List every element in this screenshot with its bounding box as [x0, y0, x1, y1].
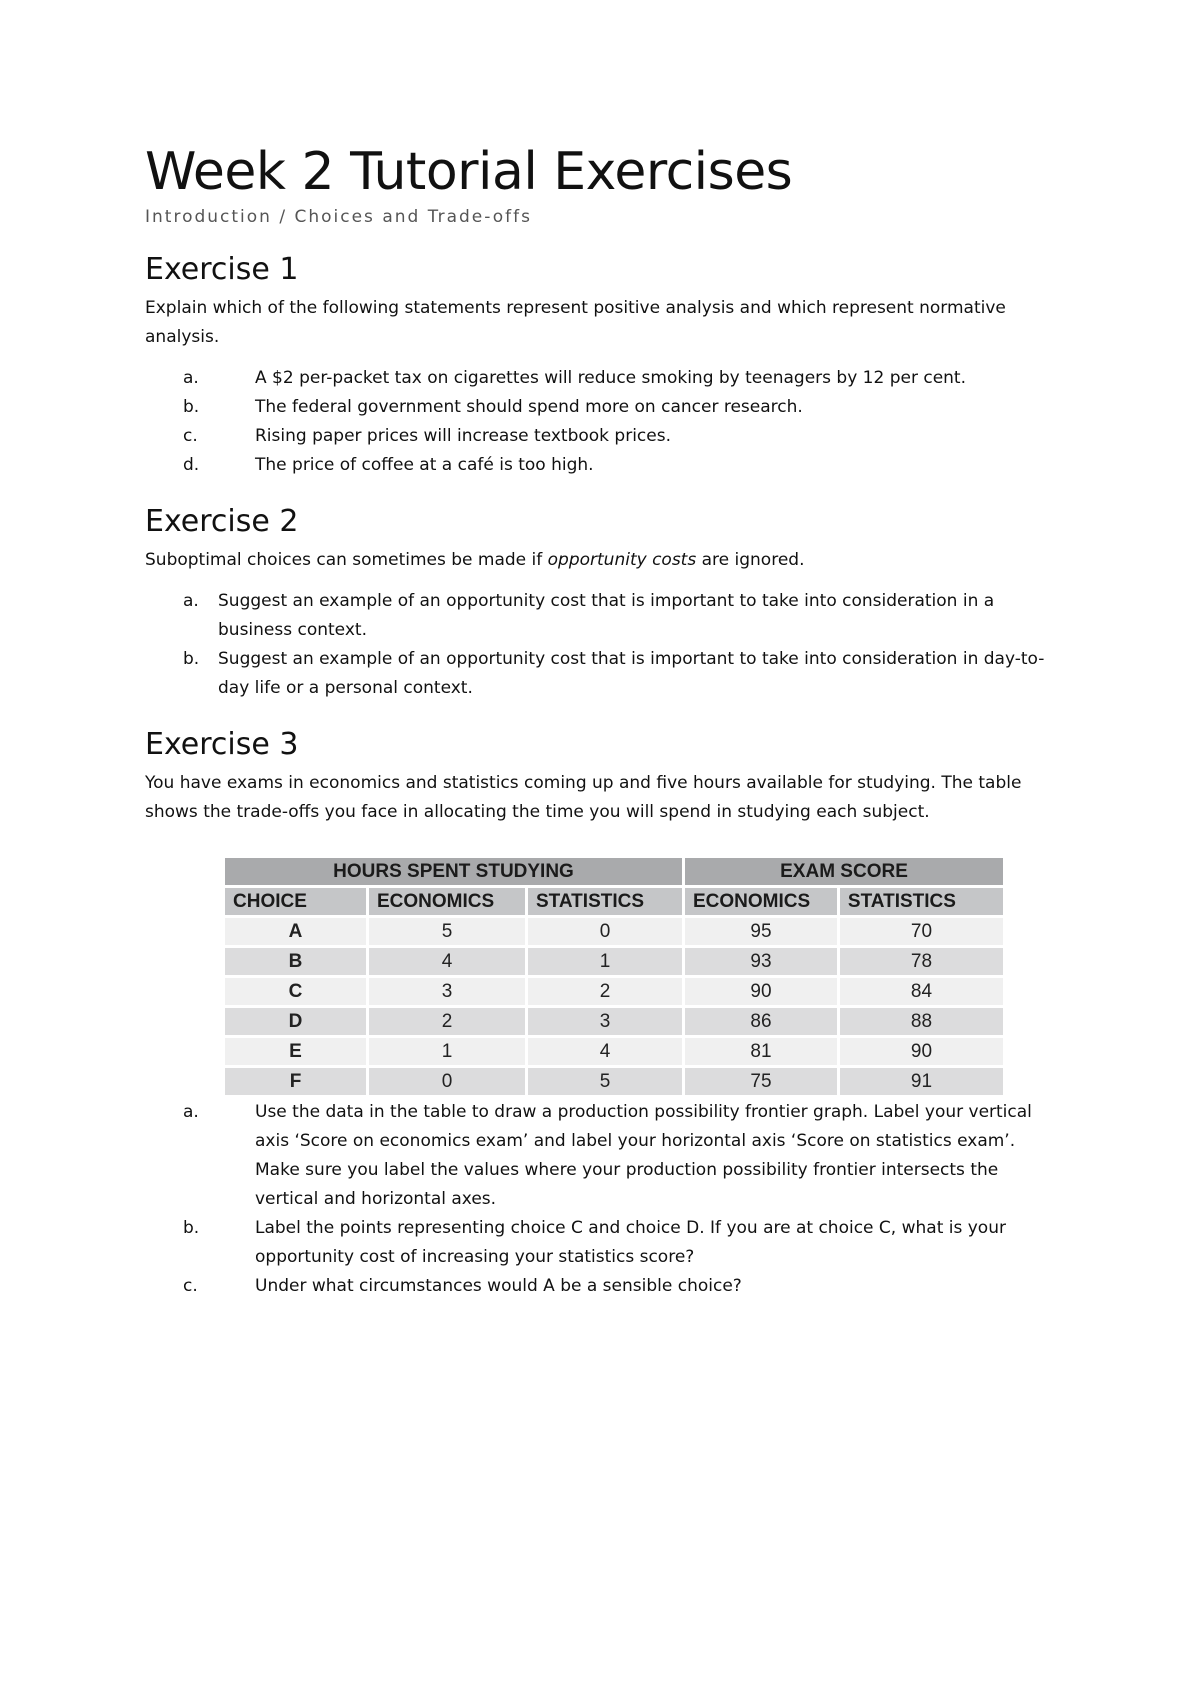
table-row: [224, 917, 1005, 947]
table-cell: 70: [838, 917, 1004, 947]
list-item-text: A $2 per-packet tax on cigarettes will reduce smoking by teenagers by 12 per cent.: [255, 368, 967, 388]
list-item: [145, 1098, 1065, 1214]
table-cell: 90: [838, 1037, 1004, 1067]
list-item: [145, 364, 1065, 393]
list-item: [145, 422, 1065, 451]
table-cell: F: [224, 1067, 368, 1097]
exercise-2-heading: Exercise 2: [145, 504, 299, 539]
intro-text-end: are ignored.: [696, 550, 805, 570]
table-row: [224, 1007, 1005, 1037]
exercise-1-intro: Explain which of the following statements represent positive analysis and which represent normative analysis.: [145, 298, 1006, 347]
page-title: Week 2 Tutorial Exercises: [145, 142, 793, 202]
list-item-text: The federal government should spend more on cancer research.: [255, 397, 803, 417]
table-cell: 93: [684, 947, 839, 977]
table-cell: 84: [838, 977, 1004, 1007]
column-header: ECONOMICS: [368, 887, 527, 917]
list-item-text: Rising paper prices will increase textbook prices.: [255, 426, 672, 446]
column-header: STATISTICS: [527, 887, 684, 917]
table-cell: 1: [527, 947, 684, 977]
table-cell: D: [224, 1007, 368, 1037]
table-cell: A: [224, 917, 368, 947]
study-tradeoff-table: [222, 855, 1006, 1098]
group-header-hours: HOURS SPENT STUDYING: [224, 857, 684, 887]
table-cell: B: [224, 947, 368, 977]
list-item: [145, 451, 1065, 480]
table-cell: 91: [838, 1067, 1004, 1097]
table-row: [224, 977, 1005, 1007]
table-cell: 5: [368, 917, 527, 947]
list-item-text: The price of coffee at a café is too high.: [255, 455, 594, 475]
list-item: [145, 1272, 1065, 1301]
table-cell: 0: [527, 917, 684, 947]
list-marker: a.: [183, 1102, 199, 1122]
exercise-2-list: [145, 587, 1065, 703]
exercise-3-intro: You have exams in economics and statistics coming up and five hours available for studying. The table shows the trade-offs you face in allocating the time you will spend in studying each subject.: [145, 773, 1022, 822]
table-cell: 90: [684, 977, 839, 1007]
column-header: STATISTICS: [838, 887, 1004, 917]
list-marker: a.: [183, 591, 199, 611]
list-marker: b.: [183, 649, 200, 669]
table-cell: E: [224, 1037, 368, 1067]
list-item-text: Suggest an example of an opportunity cost that is important to take into consideration in a business context.: [218, 591, 995, 640]
intro-text: Suboptimal choices can sometimes be made if: [145, 550, 548, 570]
table-cell: 3: [527, 1007, 684, 1037]
list-item: [145, 393, 1065, 422]
table-group-row: [224, 857, 1005, 887]
table-row: [224, 947, 1005, 977]
table-row: [224, 1067, 1005, 1097]
table-cell: 5: [527, 1067, 684, 1097]
table-cell: 1: [368, 1037, 527, 1067]
list-marker: a.: [183, 368, 199, 388]
list-marker: c.: [183, 1276, 198, 1296]
list-item: [145, 587, 1065, 645]
table-cell: 86: [684, 1007, 839, 1037]
list-marker: b.: [183, 397, 200, 417]
table-cell: 3: [368, 977, 527, 1007]
list-item: [145, 645, 1065, 703]
list-item-text: Suggest an example of an opportunity cost that is important to take into consideration in day-to-day life or a personal context.: [218, 649, 1045, 698]
exercise-3-list: [145, 1098, 1065, 1301]
table-row: [224, 1037, 1005, 1067]
exercise-1-list: [145, 364, 1065, 480]
exercise-3-heading: Exercise 3: [145, 727, 299, 762]
table-cell: 78: [838, 947, 1004, 977]
page-subtitle: Introduction / Choices and Trade-offs: [145, 207, 532, 227]
table-cell: 4: [527, 1037, 684, 1067]
column-header: ECONOMICS: [684, 887, 839, 917]
list-marker: d.: [183, 455, 200, 475]
table-cell: 88: [838, 1007, 1004, 1037]
table-cell: 2: [527, 977, 684, 1007]
exercise-1-heading: Exercise 1: [145, 252, 299, 287]
list-marker: c.: [183, 426, 198, 446]
column-header: CHOICE: [224, 887, 368, 917]
table-cell: 81: [684, 1037, 839, 1067]
table-cell: 2: [368, 1007, 527, 1037]
table-cell: 4: [368, 947, 527, 977]
list-marker: b.: [183, 1218, 200, 1238]
list-item-text: Use the data in the table to draw a production possibility frontier graph. Label your vertical axis ‘Score on economics exam’ and label your horizontal axis ‘Score on statistics exam’. Make sure you label the values where your production possibility frontier intersects the vertical and horizontal axes.: [255, 1102, 1032, 1209]
emphasis-text: opportunity costs: [547, 550, 697, 570]
exercise-2-intro: [145, 546, 1065, 575]
table-cell: C: [224, 977, 368, 1007]
table-cell: 0: [368, 1067, 527, 1097]
group-header-score: EXAM SCORE: [684, 857, 1005, 887]
document-page: [145, 140, 1065, 1301]
table-header-row: [224, 887, 1005, 917]
table-cell: 75: [684, 1067, 839, 1097]
list-item-text: Label the points representing choice C and choice D. If you are at choice C, what is your opportunity cost of increasing your statistics score?: [255, 1218, 1006, 1267]
list-item-text: Under what circumstances would A be a sensible choice?: [255, 1276, 742, 1296]
list-item: [145, 1214, 1065, 1272]
table-cell: 95: [684, 917, 839, 947]
